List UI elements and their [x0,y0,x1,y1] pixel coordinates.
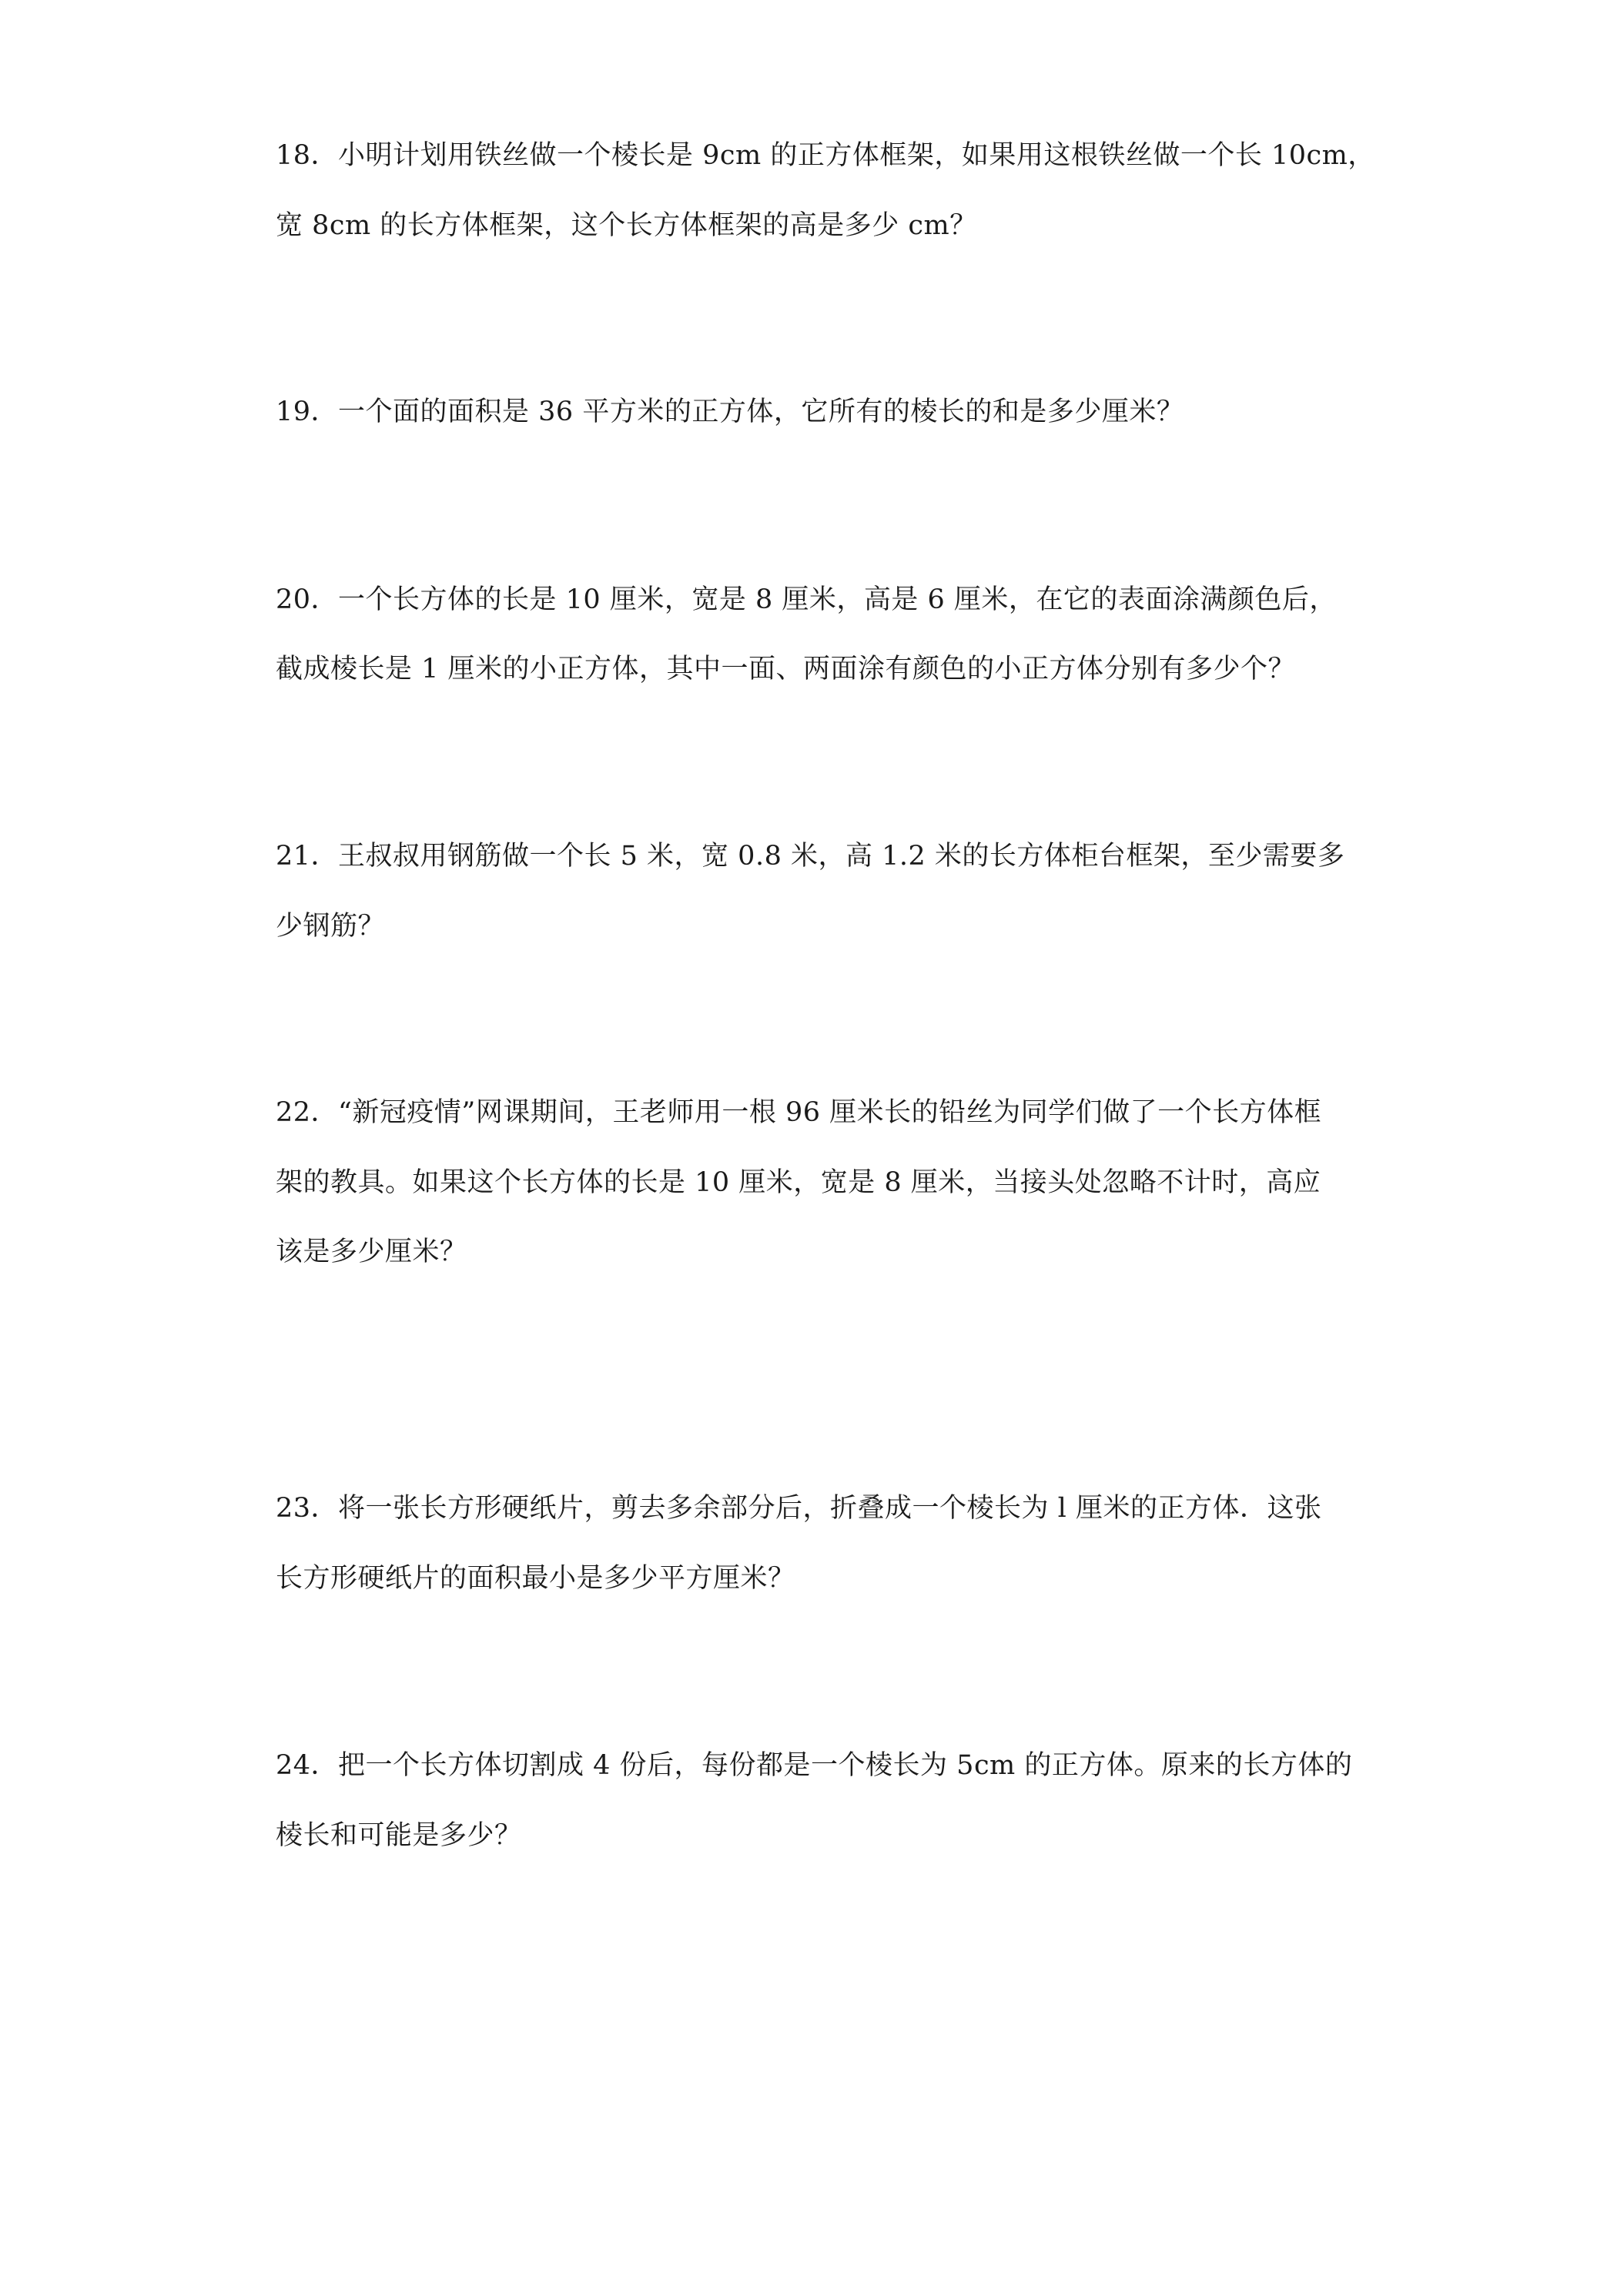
question-text-line: 22．“新冠疫情”网课期间，王老师用一根 96 厘米长的铅丝为同学们做了一个长方体框 [276,1097,1322,1128]
question-text-line: 架的教具。如果这个长方体的长是 10 厘米，宽是 8 厘米，当接头处忽略不计时，高应 [276,1167,1321,1198]
question-text-line: 宽 8cm 的长方体框架，这个长方体框架的高是多少 cm？ [276,210,977,241]
question-text-line: 20．一个长方体的长是 10 厘米，宽是 8 厘米，高是 6 厘米，在它的表面涂满颜色后， [276,584,1337,615]
question-text-line: 21．王叔叔用钢筋做一个长 5 米，宽 0.8 米，高 1.2 米的长方体柜台框架，至少需要多 [276,841,1345,872]
question-text-line: 棱长和可能是多少？ [276,1820,522,1851]
question-text-line: 该是多少厘米？ [276,1237,467,1267]
question-text-line: 24．把一个长方体切割成 4 份后，每份都是一个棱长为 5cm 的正方体。原来的长方体的 [276,1750,1353,1781]
question-text-line: 长方形硬纸片的面积最小是多少平方厘米？ [276,1563,795,1594]
question-text-line: 少钢筋？ [276,911,386,942]
question-text-line: 截成棱长是 1 厘米的小正方体，其中一面、两面涂有颜色的小正方体分别有多少个？ [276,654,1296,684]
question-text-line: 18．小明计划用铁丝做一个棱长是 9cm 的正方体框架，如果用这根铁丝做一个长 10cm， [276,140,1375,171]
question-text-line: 19．一个面的面积是 36 平方米的正方体，它所有的棱长的和是多少厘米？ [276,397,1184,427]
question-text-line: 23．将一张长方形硬纸片，剪去多余部分后，折叠成一个棱长为 l 厘米的正方体．这张 [276,1493,1322,1524]
